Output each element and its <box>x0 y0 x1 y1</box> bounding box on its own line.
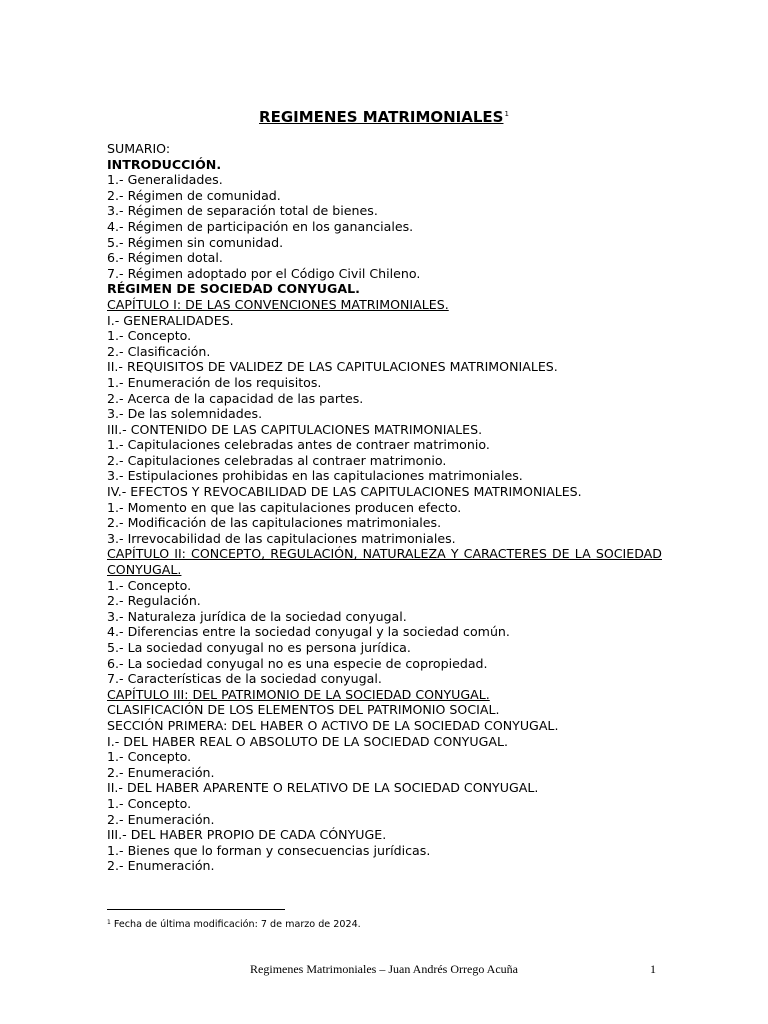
summary-line: 1.- Bienes que lo forman y consecuencias jurídicas. <box>107 842 431 858</box>
summary-line: 1.- Concepto. <box>107 795 192 811</box>
summary-line: III.- DEL HABER PROPIO DE CADA CÓNYUGE. <box>107 827 387 843</box>
summary-line: 3.- Irrevocabilidad de las capitulaciones matrimoniales. <box>107 530 456 546</box>
summary-line: II.- DEL HABER APARENTE O RELATIVO DE LA SOCIEDAD CONYUGAL. <box>107 780 539 796</box>
summary-line: 7.- Características de la sociedad conyugal. <box>107 671 382 687</box>
summary-line: 4.- Diferencias entre la sociedad conyugal y la sociedad común. <box>107 624 510 640</box>
document-title <box>0 108 768 126</box>
summary-line: 1.- Capitulaciones celebradas antes de contraer matrimonio. <box>107 437 490 453</box>
section-heading: INTRODUCCIÓN. <box>107 156 222 172</box>
footnote <box>107 919 361 930</box>
summary-line: I.- DEL HABER REAL O ABSOLUTO DE LA SOCIEDAD CONYUGAL. <box>107 733 508 749</box>
summary-line: 3.- De las solemnidades. <box>107 406 263 422</box>
summary-line: 6.- La sociedad conyugal no es una especie de copropiedad. <box>107 655 488 671</box>
summary-line: 2.- Enumeración. <box>107 858 215 874</box>
title-text: REGIMENES MATRIMONIALES <box>259 108 504 126</box>
footnote-marker: 1 <box>107 919 111 926</box>
summary-line: 5.- Régimen sin comunidad. <box>107 234 284 250</box>
summary-line: 2.- Modificación de las capitulaciones matrimoniales. <box>107 515 442 531</box>
summary-line: 3.- Estipulaciones prohibidas en las capitulaciones matrimoniales. <box>107 468 523 484</box>
summary-line: III.- CONTENIDO DE LAS CAPITULACIONES MATRIMONIALES. <box>107 421 483 437</box>
summary-line: SECCIÓN PRIMERA: DEL HABER O ACTIVO DE LA SOCIEDAD CONYUGAL. <box>107 717 559 733</box>
summary-line: 1.- Concepto. <box>107 577 192 593</box>
summary-line: 2.- Clasificación. <box>107 343 211 359</box>
section-heading: RÉGIMEN DE SOCIEDAD CONYUGAL. <box>107 281 360 297</box>
summary-line: 4.- Régimen de participación en los gananciales. <box>107 218 414 234</box>
summary-line: 5.- La sociedad conyugal no es persona jurídica. <box>107 640 411 655</box>
summary-line: 2.- Enumeración. <box>107 764 215 780</box>
summary-list <box>107 141 662 874</box>
footnote-divider <box>107 909 285 910</box>
page-footer: Regimenes Matrimoniales – Juan Andrés Orrego Acuña <box>250 962 518 976</box>
summary-line: SUMARIO: <box>107 141 171 156</box>
summary-line: 2.- Capitulaciones celebradas al contraer matrimonio. <box>107 452 447 468</box>
summary-line: 2.- Régimen de comunidad. <box>107 187 281 203</box>
summary-line: 6.- Régimen dotal. <box>107 250 223 266</box>
summary-line: 3.- Naturaleza jurídica de la sociedad conyugal. <box>107 608 407 624</box>
summary-line: I.- GENERALIDADES. <box>107 312 234 328</box>
summary-line: 1.- Enumeración de los requisitos. <box>107 374 322 390</box>
summary-line: 1.- Concepto. <box>107 749 192 765</box>
summary-line: II.- REQUISITOS DE VALIDEZ DE LAS CAPITULACIONES MATRIMONIALES. <box>107 359 558 375</box>
section-heading: CAPÍTULO III: DEL PATRIMONIO DE LA SOCIEDAD CONYUGAL. <box>107 686 490 702</box>
title-footnote-ref: 1 <box>504 110 509 118</box>
summary-line: CLASIFICACIÓN DE LOS ELEMENTOS DEL PATRIMONIO SOCIAL. <box>107 702 500 718</box>
summary-line: 7.- Régimen adoptado por el Código Civil Chileno. <box>107 265 421 281</box>
summary-line: 1.- Momento en que las capitulaciones producen efecto. <box>107 499 462 515</box>
summary-line: 1.- Generalidades. <box>107 172 223 188</box>
footnote-text: Fecha de última modificación: 7 de marzo de 2024. <box>113 919 361 930</box>
page-number: 1 <box>650 962 656 976</box>
summary-line: 3.- Régimen de separación total de bienes. <box>107 203 378 219</box>
summary-line: IV.- EFECTOS Y REVOCABILIDAD DE LAS CAPITULACIONES MATRIMONIALES. <box>107 484 582 500</box>
summary-line: 2.- Enumeración. <box>107 811 215 827</box>
summary-line: 1.- Concepto. <box>107 328 192 344</box>
section-heading: CAPÍTULO I: DE LAS CONVENCIONES MATRIMONIALES. <box>107 296 449 312</box>
section-heading: CAPÍTULO II: CONCEPTO, REGULACIÓN, NATURALEZA Y CARACTERES DE LA SOCIEDAD CONYUGAL. <box>107 546 662 578</box>
summary-line: 2.- Regulación. <box>107 593 201 609</box>
summary-line: 2.- Acerca de la capacidad de las partes. <box>107 390 364 406</box>
